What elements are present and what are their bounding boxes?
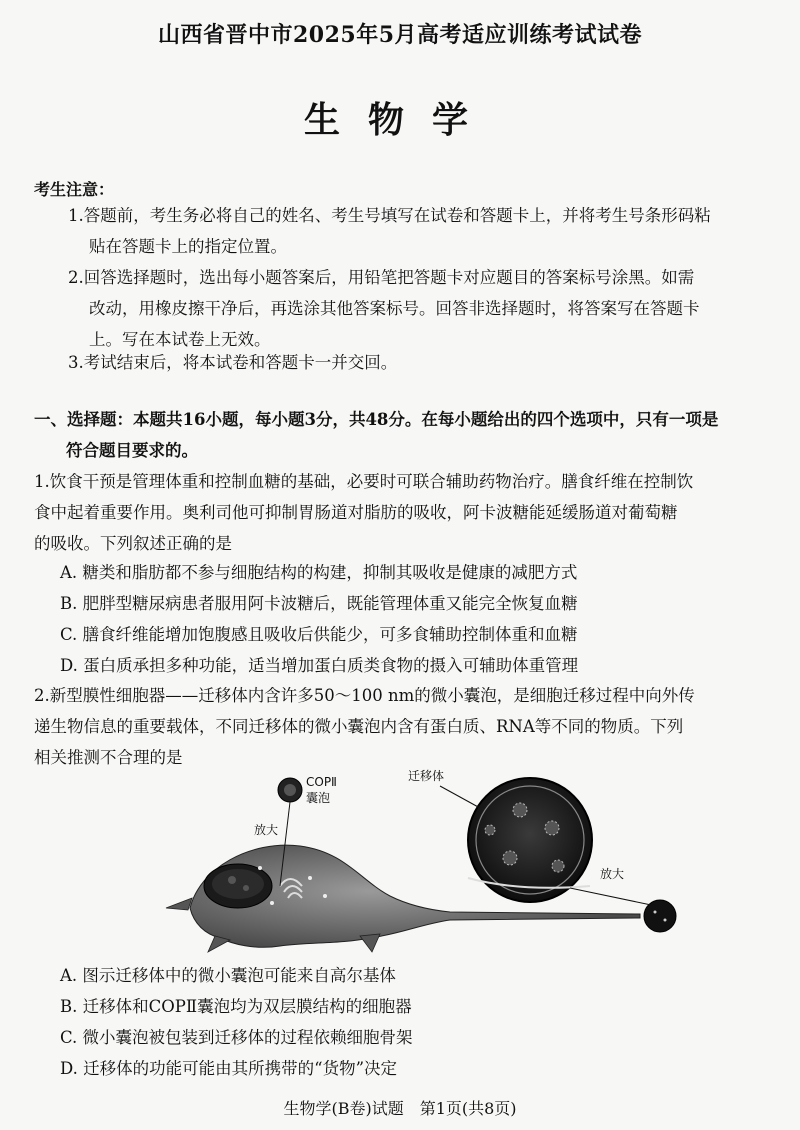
- migrasome-label: 迁移体: [408, 769, 445, 783]
- nucleolus: [243, 885, 249, 891]
- notice-item-1: [68, 200, 768, 262]
- notice-item-text: 上。写在本试卷上无效。: [89, 330, 271, 349]
- migrasome-figure: [160, 768, 700, 954]
- option-c: C. 微小囊泡被包装到迁移体的过程依赖细胞骨架: [60, 1028, 413, 1047]
- micro-vesicle: [552, 860, 564, 872]
- option-d: D. 迁移体的功能可能由其所携带的“货物”决定: [60, 1059, 398, 1078]
- micro-vesicle: [513, 803, 527, 817]
- vesicle-dot: [258, 866, 262, 870]
- question-1-stem: [34, 466, 776, 559]
- option-b: B. 肥胖型糖尿病患者服用阿卡波糖后，既能管理体重又能完全恢复血糖: [60, 594, 578, 613]
- question-2-stem: [34, 680, 776, 773]
- question-2-options: [60, 960, 780, 1084]
- subject-title: 生物学: [303, 99, 496, 141]
- question-text: 食中起着重要作用。奥利司他可抑制胃肠道对脂肪的吸收，阿卡波糖能延缓肠道对葡萄糖: [34, 503, 678, 522]
- migrasome-dot: [654, 911, 657, 914]
- notice-item-number: 3.: [68, 353, 84, 372]
- section-heading-line: 符合题目要求的。: [66, 441, 198, 460]
- vesicle-dot: [323, 894, 327, 898]
- nucleolus: [228, 876, 236, 884]
- notice-item-number: 2.: [68, 268, 84, 287]
- micro-vesicle: [503, 851, 517, 865]
- micro-vesicle: [485, 825, 495, 835]
- nucleus-chromatin: [212, 869, 264, 899]
- question-text: 的吸收。下列叙述正确的是: [34, 534, 232, 553]
- copii-label: COPⅡ: [306, 775, 337, 789]
- exam-title: 山西省晋中市2025年5月高考适应训练考试试卷: [157, 22, 643, 48]
- notice-item-3: [68, 347, 768, 378]
- cell-protrusion: [360, 934, 380, 952]
- migrasome-dot: [664, 919, 667, 922]
- migrasome-pointer: [440, 786, 480, 808]
- zoom-line-right: [570, 888, 656, 906]
- notice-heading: 考生注意：: [34, 180, 115, 199]
- copii-vesicle-inner: [284, 784, 296, 796]
- zoom-label-left: 放大: [254, 823, 279, 837]
- vesicle-dot: [270, 901, 274, 905]
- cell-protrusion: [166, 898, 192, 910]
- migrasome-enlarged: [468, 778, 592, 902]
- vesicle-label: 囊泡: [306, 791, 331, 805]
- option-a: A. 图示迁移体中的微小囊泡可能来自高尔基体: [60, 966, 396, 985]
- question-text: 递生物信息的重要载体，不同迁移体的微小囊泡内含有蛋白质、RNA等不同的物质。下列: [34, 717, 684, 736]
- page-footer: 生物学(B卷)试题 第1页(共8页): [283, 1099, 517, 1118]
- notice-item-text: 改动，用橡皮擦干净后，再选涂其他答案标号。回答非选择题时，将答案写在答题卡: [89, 299, 700, 318]
- option-a: A. 糖类和脂肪都不参与细胞结构的构建，抑制其吸收是健康的减肥方式: [60, 563, 578, 582]
- notice-item-text: 回答选择题时，选出每小题答案后，用铅笔把答题卡对应题目的答案标号涂黑。如需: [83, 268, 695, 287]
- option-d: D. 蛋白质承担多种功能，适当增加蛋白质类食物的摄入可辅助体重管理: [60, 656, 579, 675]
- notice-item-2: [68, 262, 768, 355]
- question-text: 饮食干预是管理体重和控制血糖的基础，必要时可联合辅助药物治疗。膳食纤维在控制饮: [49, 472, 694, 491]
- notice-item-text: 考试结束后，将本试卷和答题卡一并交回。: [83, 353, 398, 372]
- question-number: 2.: [34, 686, 50, 705]
- notice-item-text: 答题前，考生务必将自己的姓名、考生号填写在试卷和答题卡上，并将考生号条形码粘: [83, 206, 711, 225]
- question-text: 相关推测不合理的是: [34, 748, 183, 767]
- section-heading-line: 一、选择题：本题共16小题，每小题3分，共48分。在每小题给出的四个选项中，只有一项是: [34, 410, 719, 429]
- notice-item-text: 贴在答题卡上的指定位置。: [89, 237, 287, 256]
- section-heading: [34, 404, 779, 466]
- question-text: 新型膜性细胞器——迁移体内含许多50～100 nm的微小囊泡，是细胞迁移过程中向外传: [49, 686, 695, 705]
- question-number: 1.: [34, 472, 50, 491]
- micro-vesicle: [545, 821, 559, 835]
- option-b: B. 迁移体和COPⅡ囊泡均为双层膜结构的细胞器: [60, 997, 412, 1016]
- zoom-label-right: 放大: [600, 867, 625, 881]
- question-1-options: [60, 557, 780, 681]
- vesicle-dot: [308, 876, 312, 880]
- option-c: C. 膳食纤维能增加饱腹感且吸收后供能少，可多食辅助控制体重和血糖: [60, 625, 578, 644]
- notice-item-number: 1.: [68, 206, 84, 225]
